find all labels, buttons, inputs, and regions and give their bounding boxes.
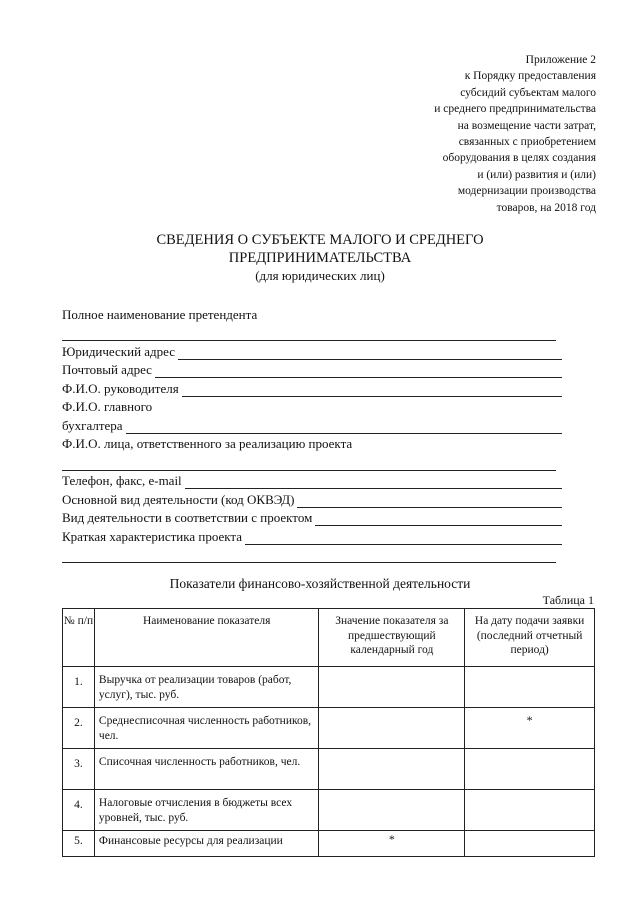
row-current-value[interactable]: [465, 790, 595, 831]
row-current-value[interactable]: [465, 749, 595, 790]
header-current: На дату подачи заявки (последний отчетный период): [465, 609, 595, 667]
header-name: Наименование показателя: [94, 609, 319, 667]
title-line-2: ПРЕДПРИНИМАТЕЛЬСТВА: [228, 250, 412, 266]
row-name: Списочная численность работников, чел.: [94, 749, 319, 790]
form-row-project-manager-blank: [62, 452, 562, 471]
contacts-label: Телефон, факс, e-mail: [62, 473, 182, 488]
form-row-postal-address: [62, 360, 562, 379]
project-activity-field[interactable]: [315, 512, 562, 526]
form-row-project-activity: [62, 508, 562, 527]
row-name: Выручка от реализации товаров (работ, услуг), тыс. руб.: [94, 667, 319, 708]
row-num: 4.: [63, 790, 95, 831]
row-prev-value[interactable]: [319, 708, 465, 749]
appendix-line: к Порядку предоставления: [464, 70, 596, 83]
appendix-line: модернизации производства: [457, 185, 596, 198]
appendix-reference: [346, 52, 596, 216]
table-header-row: [63, 609, 595, 667]
appendix-line: оборудования в целях создания: [442, 152, 596, 165]
project-manager-field[interactable]: [62, 457, 556, 471]
form-row-full-name-blank: [62, 323, 562, 342]
row-num: 2.: [63, 708, 95, 749]
title-subtitle: (для юридических лиц): [255, 268, 385, 283]
row-num: 3.: [63, 749, 95, 790]
form-row-project-summary-blank: [62, 545, 562, 564]
appendix-line: субсидий субъектам малого: [460, 86, 596, 99]
table-row: [63, 790, 595, 831]
form-row-project-summary: [62, 526, 562, 545]
appendix-line: связанных с приобретением: [458, 136, 596, 149]
form-row-chief-accountant-2: [62, 415, 562, 434]
project-activity-label: Вид деятельности в соответствии с проектом: [62, 510, 313, 525]
row-prev-value[interactable]: [319, 790, 465, 831]
form-row-full-name: [62, 304, 562, 323]
financial-indicators-table: [62, 608, 595, 857]
contacts-field[interactable]: [185, 475, 562, 489]
row-prev-value[interactable]: *: [319, 831, 465, 857]
row-current-value[interactable]: [465, 667, 595, 708]
row-prev-value[interactable]: [319, 667, 465, 708]
project-manager-label: Ф.И.О. лица, ответственного за реализацию проекта: [62, 436, 353, 451]
postal-address-label: Почтовый адрес: [62, 362, 152, 377]
row-current-value[interactable]: [465, 831, 595, 857]
legal-address-label: Юридический адрес: [62, 343, 176, 359]
row-num: 1.: [63, 667, 95, 708]
section-title: Показатели финансово-хозяйственной деятельности: [169, 576, 471, 591]
applicant-form: [62, 304, 562, 563]
appendix-line: и (или) развития и (или): [477, 168, 596, 181]
project-summary-field[interactable]: [245, 531, 562, 545]
row-current-value[interactable]: *: [465, 708, 595, 749]
chief-accountant-label-1: Ф.И.О. главного: [62, 399, 153, 414]
form-row-project-manager: [62, 434, 562, 453]
legal-address-field[interactable]: [178, 346, 562, 360]
full-name-field[interactable]: [62, 327, 556, 341]
table-row: [63, 831, 595, 857]
row-name: Финансовые ресурсы для реализации: [94, 831, 319, 857]
table-row: [63, 749, 595, 790]
form-row-director: [62, 378, 562, 397]
appendix-line: Приложение 2: [525, 54, 596, 66]
header-num: № п/п: [63, 609, 95, 667]
appendix-line: товаров, на 2018 год: [496, 201, 596, 214]
main-activity-label: Основной вид деятельности (код ОКВЭД): [62, 491, 295, 507]
row-name: Налоговые отчисления в бюджеты всех уровней, тыс. руб.: [94, 790, 319, 831]
project-summary-field-2[interactable]: [62, 549, 556, 563]
main-activity-field[interactable]: [297, 494, 562, 508]
form-row-chief-accountant-1: [62, 397, 562, 416]
header-prev-year: Значение показателя за предшествующий календарный год: [319, 609, 465, 667]
postal-address-field[interactable]: [155, 364, 562, 378]
table-label: Таблица 1: [542, 593, 594, 607]
row-num: 5.: [63, 831, 95, 857]
form-row-legal-address: [62, 341, 562, 360]
table-row: [63, 708, 595, 749]
director-field[interactable]: [182, 383, 562, 397]
form-row-main-activity: [62, 489, 562, 508]
director-label: Ф.И.О. руководителя: [62, 380, 179, 396]
table-row: [63, 667, 595, 708]
title-line-1: СВЕДЕНИЯ О СУБЪЕКТЕ МАЛОГО И СРЕДНЕГО: [156, 232, 484, 248]
row-prev-value[interactable]: [319, 749, 465, 790]
row-name: Среднесписочная численность работников, чел.: [94, 708, 319, 749]
full-name-label: Полное наименование претендента: [62, 306, 258, 322]
chief-accountant-label-2: бухгалтера: [62, 417, 123, 433]
appendix-line: на возмещение части затрат,: [457, 119, 596, 132]
form-row-contacts: [62, 471, 562, 490]
document-title: [0, 231, 640, 285]
project-summary-label: Краткая характеристика проекта: [62, 528, 243, 544]
appendix-line: и среднего предпринимательства: [434, 103, 596, 116]
chief-accountant-field[interactable]: [126, 420, 562, 434]
